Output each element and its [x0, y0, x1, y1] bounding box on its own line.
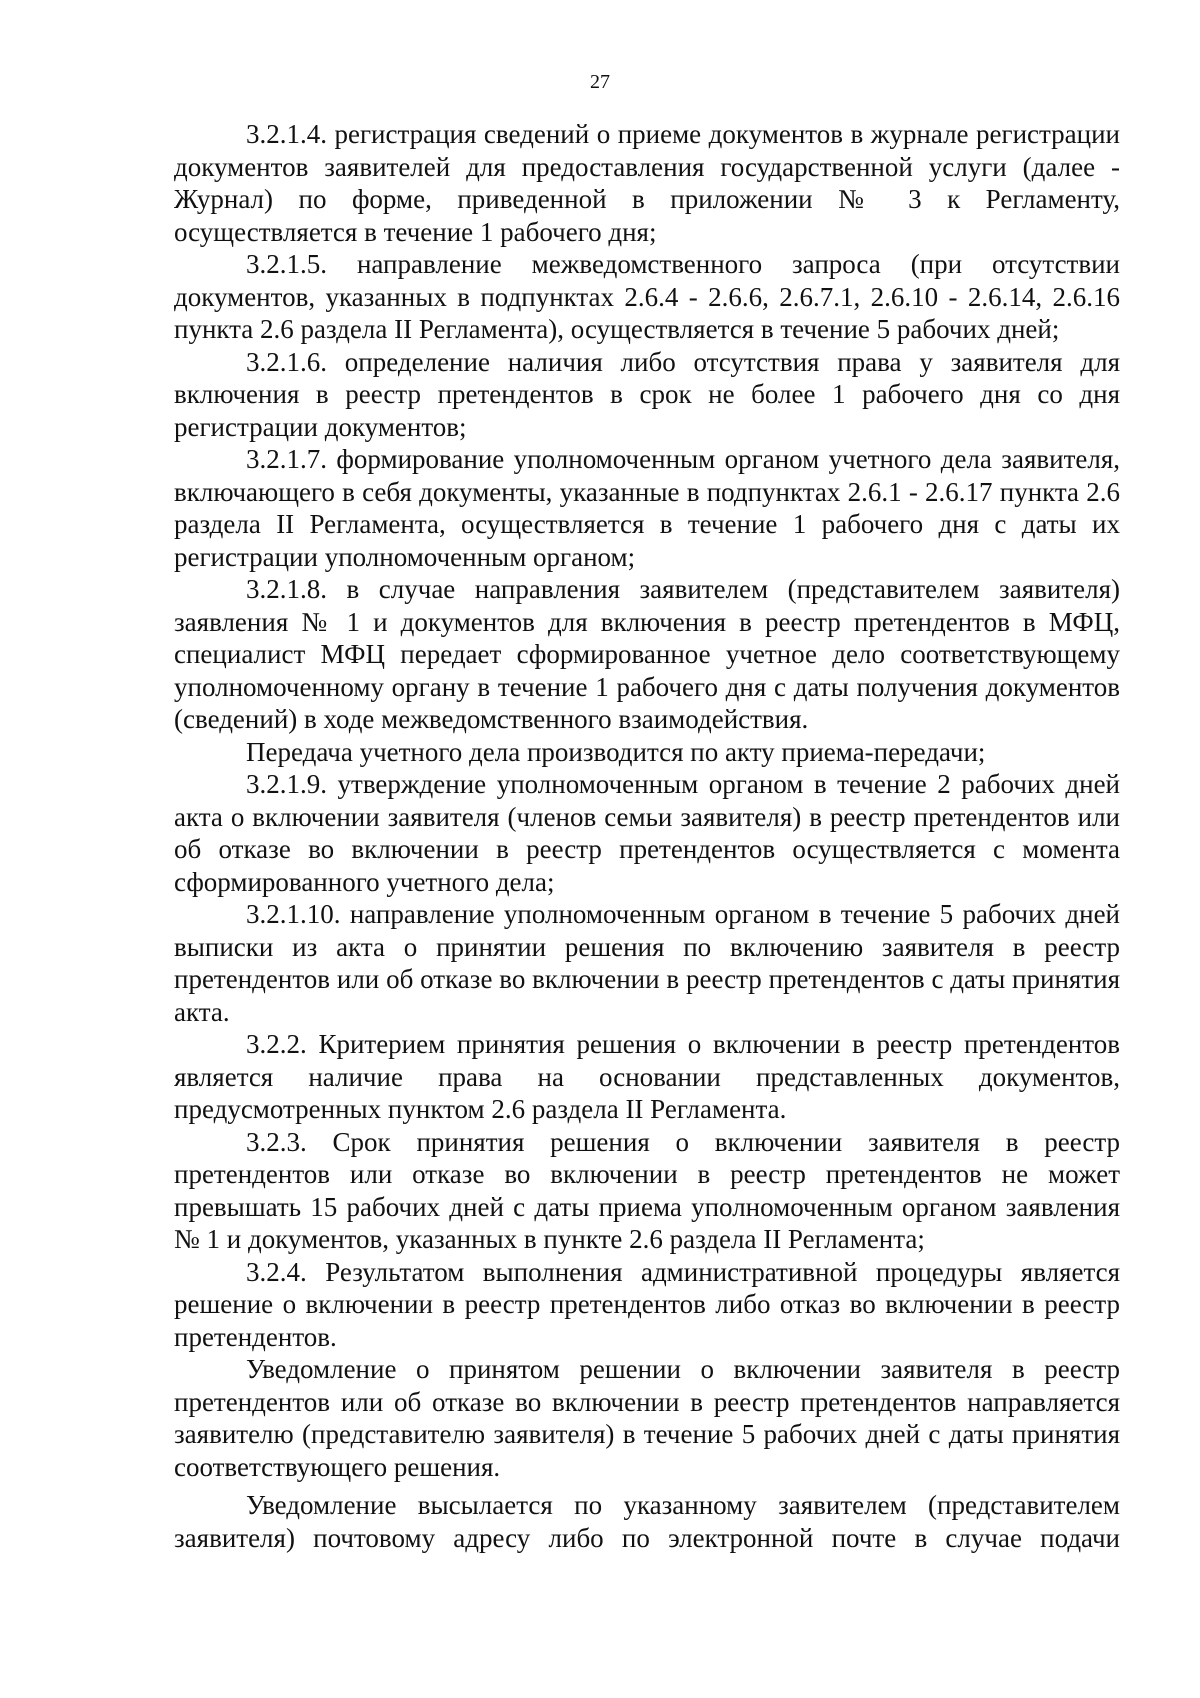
- paragraph-3-2-1-7: 3.2.1.7. формирование уполномоченным органом учетного дела заявителя, включающего в себя документы, указанные в подпунктах 2.6.1 - 2.6.17 пункта 2.6 раздела II Регламента, осуществляется в течение 1 рабочего дня с даты их регистрации уполномоченным органом;: [174, 444, 1120, 572]
- document-body: [174, 118, 1120, 1554]
- paragraph-3-2-1-6: 3.2.1.6. определение наличия либо отсутствия права у заявителя для включения в реестр претендентов в срок не более 1 рабочего дня со дня регистрации документов;: [174, 346, 1120, 442]
- paragraph-3-2-4: 3.2.4. Результатом выполнения административной процедуры является решение о включении в реестр претендентов либо отказ во включении в реестр претендентов.: [174, 1256, 1120, 1352]
- paragraph-3-2-1-10: 3.2.1.10. направление уполномоченным органом в течение 5 рабочих дней выписки из акта о принятии решения по включению заявителя в реестр претендентов или об отказе во включении в реестр претендентов с даты принятия акта.: [174, 899, 1120, 1027]
- paragraph-notification-decision: Уведомление о принятом решении о включении заявителя в реестр претендентов или об отказе во включении в реестр претендентов направляется заявителю (представителю заявителя) в течение 5 рабочих дней с даты принятия соответствующего решения.: [174, 1354, 1120, 1482]
- paragraph-3-2-3: 3.2.3. Срок принятия решения о включении заявителя в реестр претендентов или отказе во включении в реестр претендентов не может превышать 15 рабочих дней с даты приема уполномоченным органом заявления № 1 и документов, указанных в пункте 2.6 раздела II Регламента;: [174, 1126, 1120, 1254]
- paragraph-3-2-1-4: 3.2.1.4. регистрация сведений о приеме документов в журнале регистрации документов заявителей для предоставления государственной услуги (далее - Журнал) по форме, приведенной в приложении № 3 к Регламенту, осуществляется в течение 1 рабочего дня;: [174, 119, 1120, 247]
- paragraph-notification-delivery: Уведомление высылается по указанному заявителем (представителем заявителя) почтовому адресу либо по электронной почте в случае подачи: [174, 1490, 1120, 1553]
- page-number: 27: [590, 71, 610, 93]
- paragraph-3-2-1-8: 3.2.1.8. в случае направления заявителем (представителем заявителя) заявления № 1 и документов для включения в реестр претендентов в МФЦ, специалист МФЦ передает сформированное учетное дело соответствующему уполномоченному органу в течение 1 рабочего дня с даты получения документов (сведений) в ходе межведомственного взаимодействия.: [174, 574, 1120, 734]
- paragraph-3-2-1-9: 3.2.1.9. утверждение уполномоченным органом в течение 2 рабочих дней акта о включении заявителя (членов семьи заявителя) в реестр претендентов или об отказе во включении в реестр претендентов осуществляется с момента сформированного учетного дела;: [174, 769, 1120, 897]
- paragraph-3-2-1-5: 3.2.1.5. направление межведомственного запроса (при отсутствии документов, указанных в подпунктах 2.6.4 - 2.6.6, 2.6.7.1, 2.6.10 - 2.6.14, 2.6.16 пункта 2.6 раздела II Регламента), осуществляется в течение 5 рабочих дней;: [174, 249, 1120, 344]
- paragraph-transfer-act: Передача учетного дела производится по акту приема-передачи;: [246, 736, 986, 767]
- paragraph-3-2-2: 3.2.2. Критерием принятия решения о включении в реестр претендентов является наличие права на основании представленных документов, предусмотренных пунктом 2.6 раздела II Регламента.: [174, 1029, 1120, 1124]
